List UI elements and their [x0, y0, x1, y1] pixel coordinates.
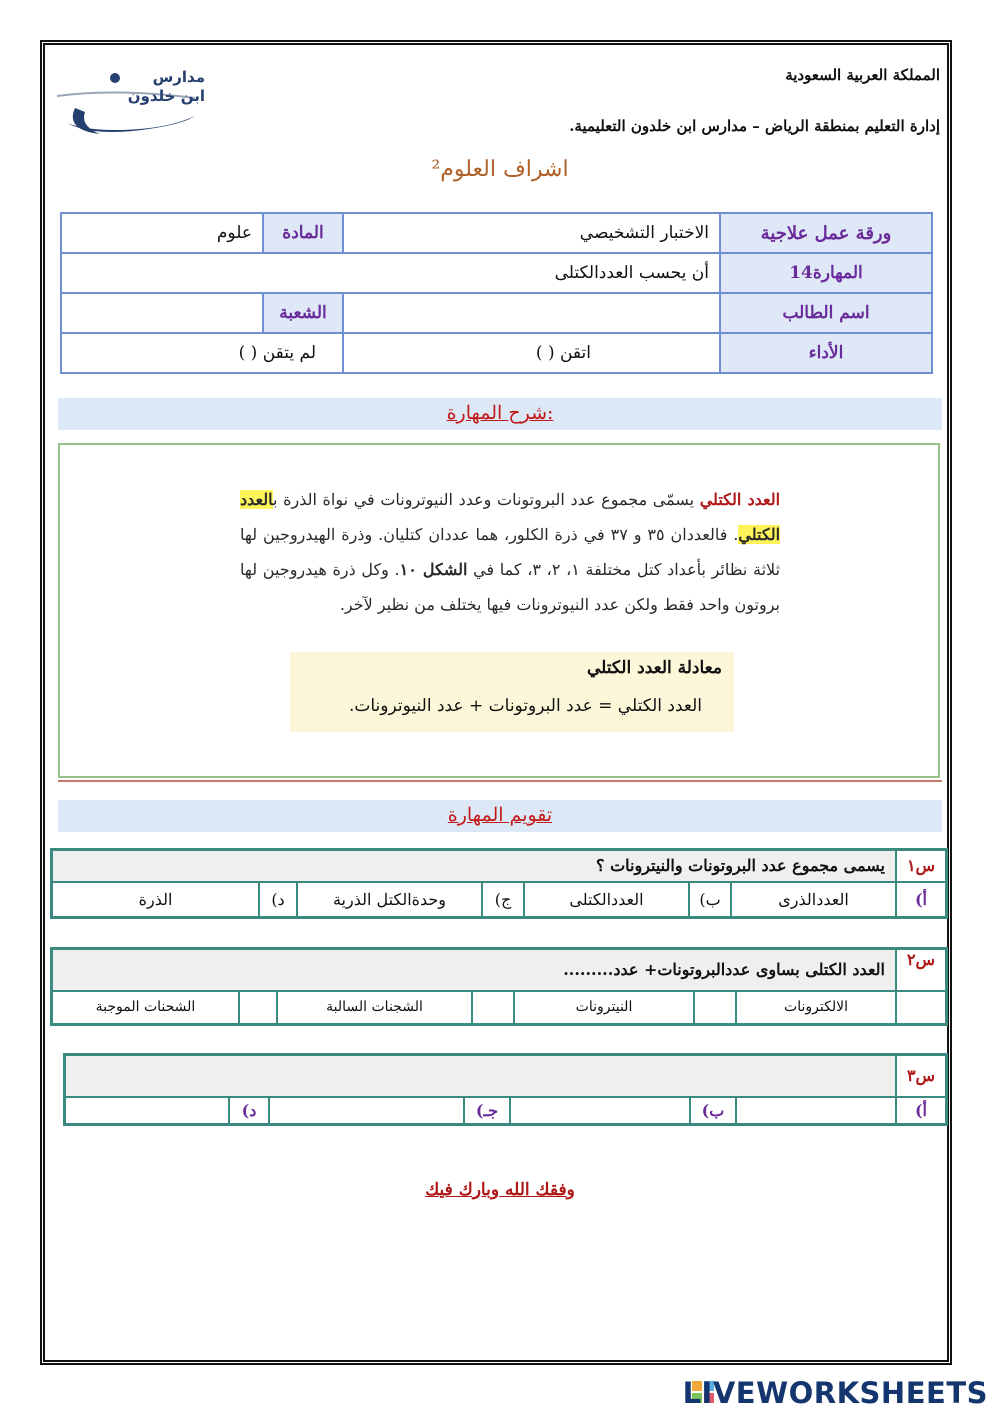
- section-label: الشعبة: [263, 293, 343, 333]
- q1-option-b[interactable]: العددالكتلى: [524, 882, 689, 918]
- kingdom-title: المملكة العربية السعودية: [785, 66, 940, 84]
- q1-number: س١: [896, 850, 947, 882]
- school-logo: [55, 68, 215, 143]
- q3-letter-d: د): [229, 1097, 269, 1125]
- mastered-option[interactable]: اتقن ( ): [343, 333, 720, 373]
- skill-value: أن يحسب العددالكتلى: [61, 253, 720, 293]
- mass-number-term: العدد الكتلي: [699, 490, 781, 509]
- supervision-title: اشراف العلوم²: [431, 157, 569, 182]
- q2-slot-b[interactable]: [694, 991, 736, 1025]
- q3-answer-c[interactable]: [269, 1097, 464, 1125]
- q3-answer-a[interactable]: [736, 1097, 896, 1125]
- q2-slot-d[interactable]: [239, 991, 277, 1025]
- para-part1: يسمّى مجموع عدد البروتونات وعدد النيوترونات في نواة الذرة: [277, 490, 700, 509]
- question-2: [50, 947, 948, 1026]
- equation-box: [290, 652, 734, 732]
- para-bi: ب: [273, 490, 278, 509]
- q1-option-d[interactable]: الذرة: [52, 882, 260, 918]
- logo-en: Ibn Khaldun Schools: [109, 108, 193, 117]
- divider-line: [58, 780, 942, 782]
- figure-ref: الشكل ١٠: [399, 560, 468, 579]
- q2-text: العدد الكتلى بساوى عددالبروتونات+ عدد.........: [52, 949, 897, 991]
- para-part3: . وكل ذرة هيدروجين لها بروتون واحد فقط ولكن عدد النيوترونات فيها يختلف من نظير لآخر.: [240, 560, 780, 614]
- q2-option-c[interactable]: الشجنات السالبة: [277, 991, 472, 1025]
- student-name-field[interactable]: [343, 293, 720, 333]
- para-part2: . فالعددان ٣٥ و ٣٧ في ذرة الكلور، هما عددان كتليان. وذرة الهيدروجين لها ثلاثة نظائر بأعداد كتل مختلفة ١، ٢، ٣، كما في: [240, 525, 781, 579]
- closing-text: وفقك الله وبارك فيك: [425, 1180, 575, 1200]
- equation-title: معادلة العدد الكتلي: [586, 658, 722, 678]
- admin-title: إدارة التعليم بمنطقة الرياض – مدارس ابن خلدون التعليمية.: [569, 117, 940, 135]
- q2-number: س٢: [896, 949, 947, 991]
- not-mastered-option[interactable]: لم يتقن ( ): [61, 333, 343, 373]
- q1-letter-b: ب): [689, 882, 731, 918]
- explanation-paragraph: [240, 482, 780, 622]
- q1-option-a[interactable]: العددالذرى: [731, 882, 896, 918]
- q3-letter-a: أ): [896, 1097, 947, 1125]
- q1-letter-d: د): [259, 882, 297, 918]
- liveworksheets-watermark: LIVEWORKSHEETS: [682, 1376, 988, 1410]
- question-1: [50, 848, 948, 919]
- q3-letter-c: جـ): [464, 1097, 510, 1125]
- q1-option-c[interactable]: وحدةالكتل الذرية: [297, 882, 482, 918]
- student-label: اسم الطالب: [720, 293, 932, 333]
- q3-answer-b[interactable]: [510, 1097, 690, 1125]
- subject-value: علوم: [61, 213, 263, 253]
- q2-option-a[interactable]: الالكترونات: [736, 991, 896, 1025]
- worksheet-label: ورقة عمل علاجية: [720, 213, 932, 253]
- equation-body: العدد الكتلي = عدد البروتونات + عدد النيوترونات.: [348, 696, 702, 716]
- q2-option-d[interactable]: الشحنات الموجبة: [52, 991, 240, 1025]
- q2-slot-c[interactable]: [472, 991, 514, 1025]
- section-field[interactable]: [61, 293, 263, 333]
- q3-text: [65, 1055, 897, 1097]
- performance-label: الأداء: [720, 333, 932, 373]
- q2-option-b[interactable]: النيترونات: [514, 991, 694, 1025]
- skill-label: المهارة14: [720, 253, 932, 293]
- logo-ar-line2: ابن خلدون: [127, 87, 205, 105]
- test-value: الاختبار التشخيصي: [343, 213, 720, 253]
- info-table: [60, 212, 933, 374]
- evaluation-heading: تقويم المهارة: [58, 800, 942, 832]
- highlighted-term: العدد الكتلي: [240, 490, 781, 544]
- q3-number: س٣: [896, 1055, 947, 1097]
- q2-slot-a[interactable]: [896, 991, 947, 1025]
- q3-letter-b: ب): [690, 1097, 736, 1125]
- explanation-heading: شرح المهارة:: [58, 398, 942, 430]
- q1-letter-c: ج): [482, 882, 524, 918]
- q3-answer-d[interactable]: [65, 1097, 230, 1125]
- subject-label: المادة: [263, 213, 343, 253]
- q1-text: يسمى مجموع عدد البروتونات والنيترونات ؟: [52, 850, 897, 882]
- question-3: [63, 1053, 948, 1126]
- q1-letter-a: أ): [896, 882, 947, 918]
- logo-ar-line1: مدارس: [152, 68, 205, 86]
